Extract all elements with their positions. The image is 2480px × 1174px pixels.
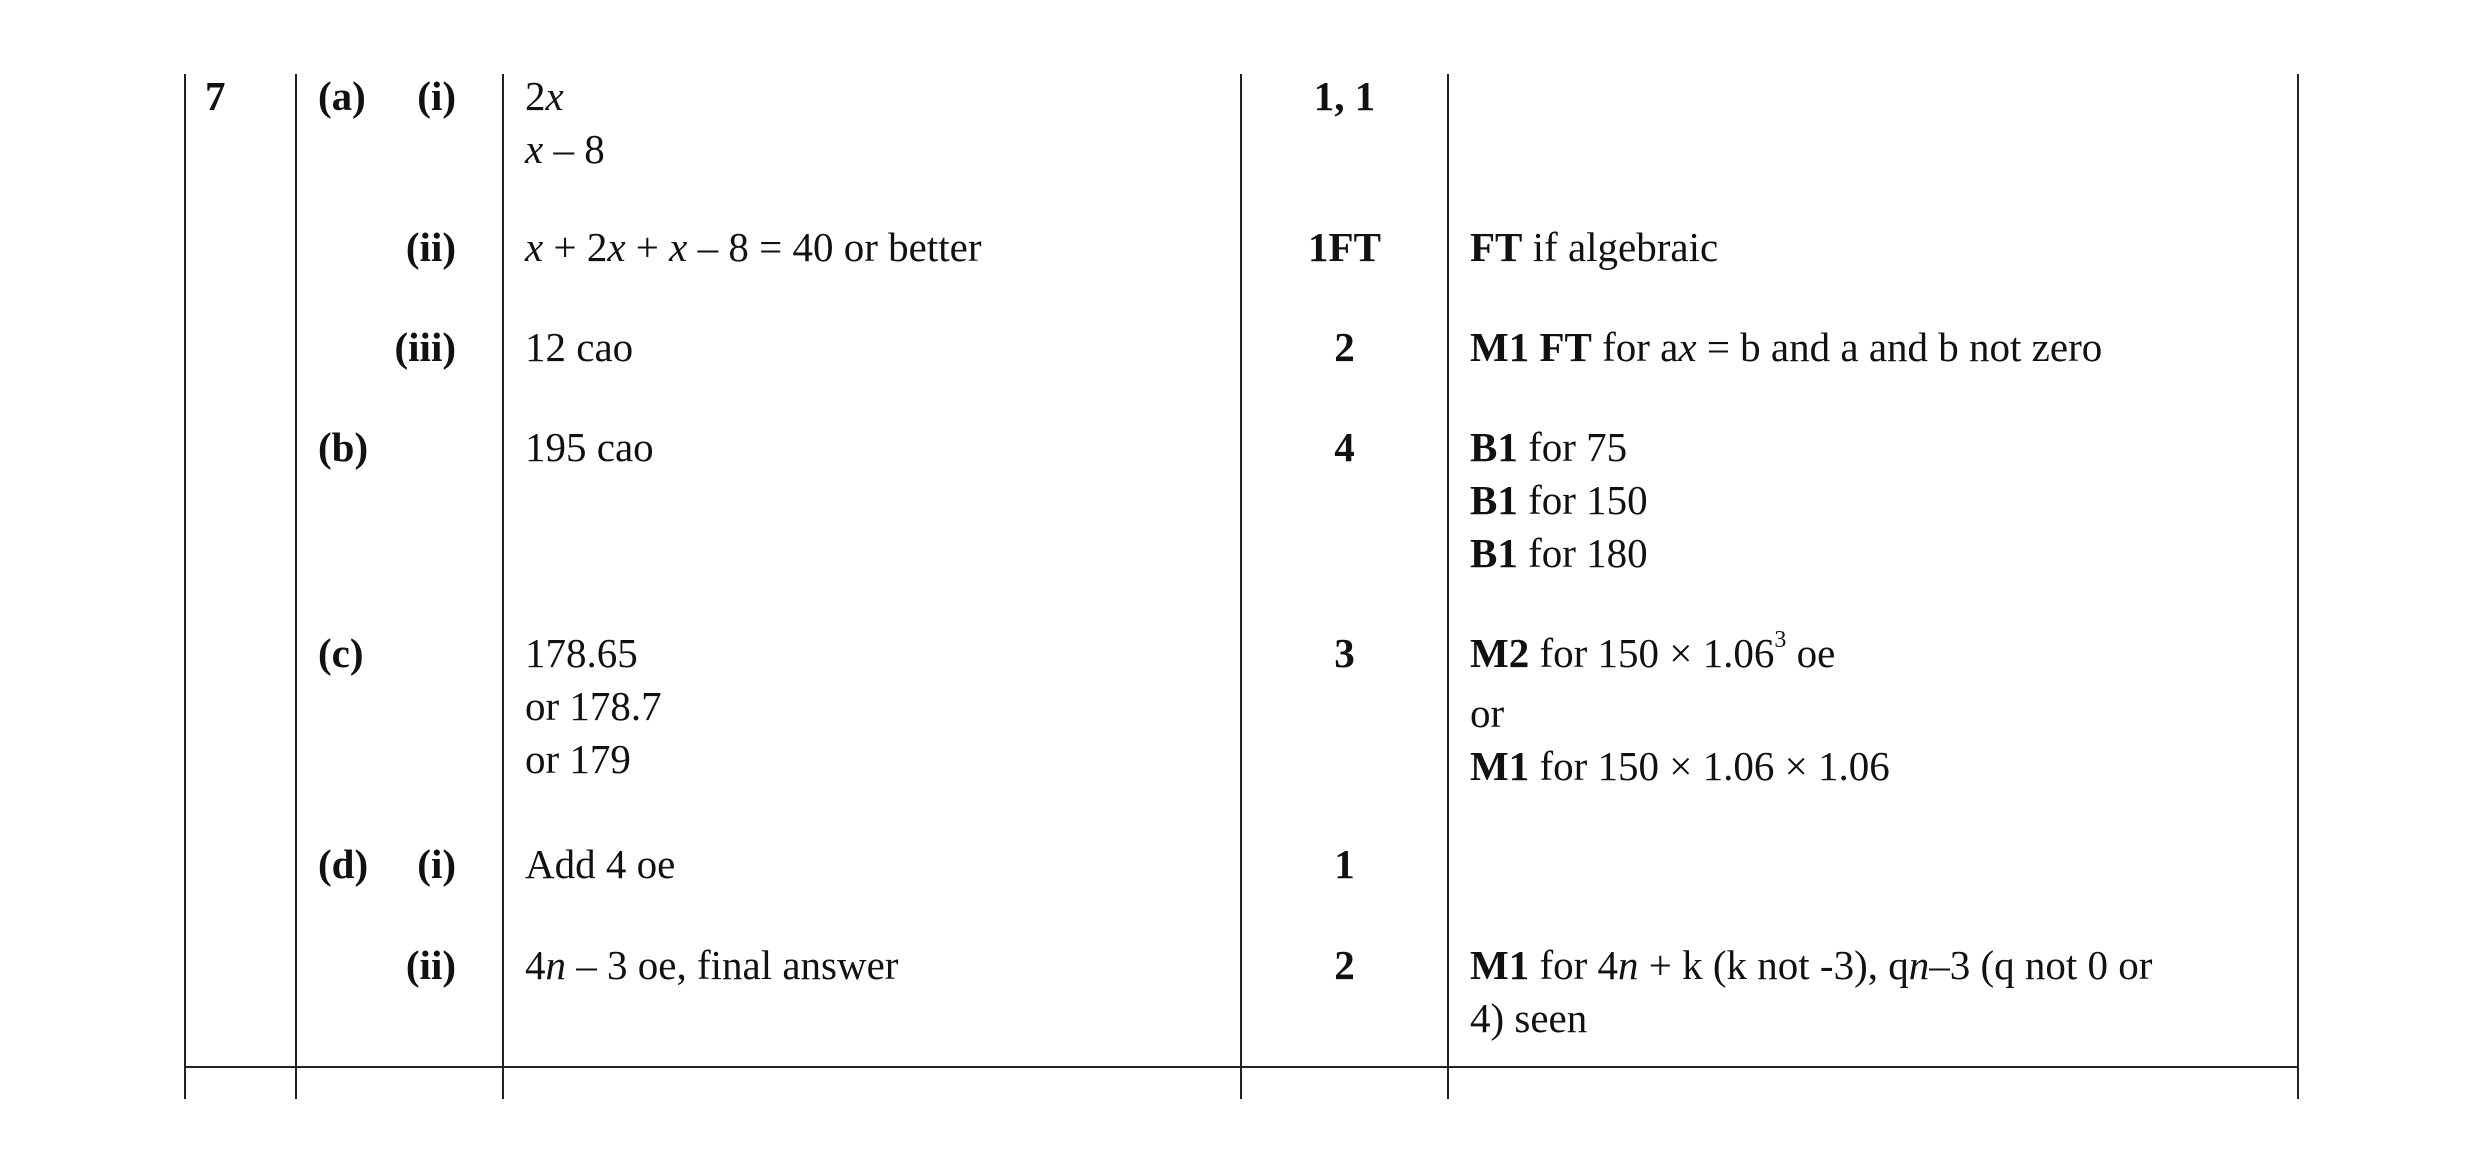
- answer-text: Add 4 oe: [525, 841, 676, 887]
- note-line: B1 for 75: [1470, 424, 1628, 470]
- guidance-note: [1470, 627, 1890, 793]
- mark-value: 1, 1: [1313, 73, 1376, 119]
- table-border-right: [2297, 74, 2299, 1099]
- guidance-note: [1470, 939, 2152, 1045]
- answer-text: x + 2x + x – 8 = 40 or better: [525, 224, 982, 270]
- subpart-label: (i): [417, 73, 456, 119]
- part-label: (b): [318, 424, 369, 470]
- subpart-label: (ii): [405, 224, 456, 270]
- column-divider-notes: [1447, 74, 1449, 1099]
- column-divider-answer: [502, 74, 504, 1099]
- note-line: 4) seen: [1470, 995, 1588, 1041]
- note-line: or: [1470, 690, 1505, 736]
- mark-value: 2: [1334, 324, 1355, 370]
- question-number: 7: [205, 73, 226, 119]
- subpart-label: (i): [417, 841, 456, 887]
- subpart-label: (iii): [394, 324, 456, 370]
- note-line: B1 for 180: [1470, 530, 1648, 576]
- part-label: (a): [318, 73, 366, 119]
- mark-value: 1FT: [1308, 224, 1381, 270]
- answer-text: 195 cao: [525, 424, 654, 470]
- mark-value: 4: [1334, 424, 1355, 470]
- mark-value: 2: [1334, 942, 1355, 988]
- answer-line: 2x: [525, 73, 564, 119]
- note-line: M1 for 150 × 1.06 × 1.06: [1470, 743, 1890, 789]
- mark-value: 3: [1334, 630, 1355, 676]
- part-label: (d): [318, 841, 369, 887]
- answer-line: or 179: [525, 736, 631, 782]
- guidance-note: M1 FT for ax = b and a and b not zero: [1470, 324, 2103, 370]
- guidance-note: FT if algebraic: [1470, 224, 1719, 270]
- subpart-label: (ii): [405, 942, 456, 988]
- column-divider-part: [295, 74, 297, 1099]
- answer-line: 178.65: [525, 630, 638, 676]
- answer-line: x – 8: [525, 126, 605, 172]
- mark-value: 1: [1334, 841, 1355, 887]
- table-border-left: [184, 74, 186, 1099]
- note-line: M1 for 4n + k (k not -3), qn–3 (q not 0 or: [1470, 942, 2153, 988]
- answer-text: 12 cao: [525, 324, 634, 370]
- answer-line: or 178.7: [525, 683, 662, 729]
- row-bottom-border: [184, 1066, 2299, 1068]
- answer-text: 4n – 3 oe, final answer: [525, 942, 899, 988]
- note-line: M2 for $150 \times 1.06^3$ oe: [1470, 627, 1836, 676]
- answer-text: [525, 627, 662, 786]
- answer-text: [525, 70, 605, 176]
- note-line: B1 for 150: [1470, 477, 1648, 523]
- part-label: (c): [318, 630, 364, 676]
- guidance-note: [1470, 421, 1648, 580]
